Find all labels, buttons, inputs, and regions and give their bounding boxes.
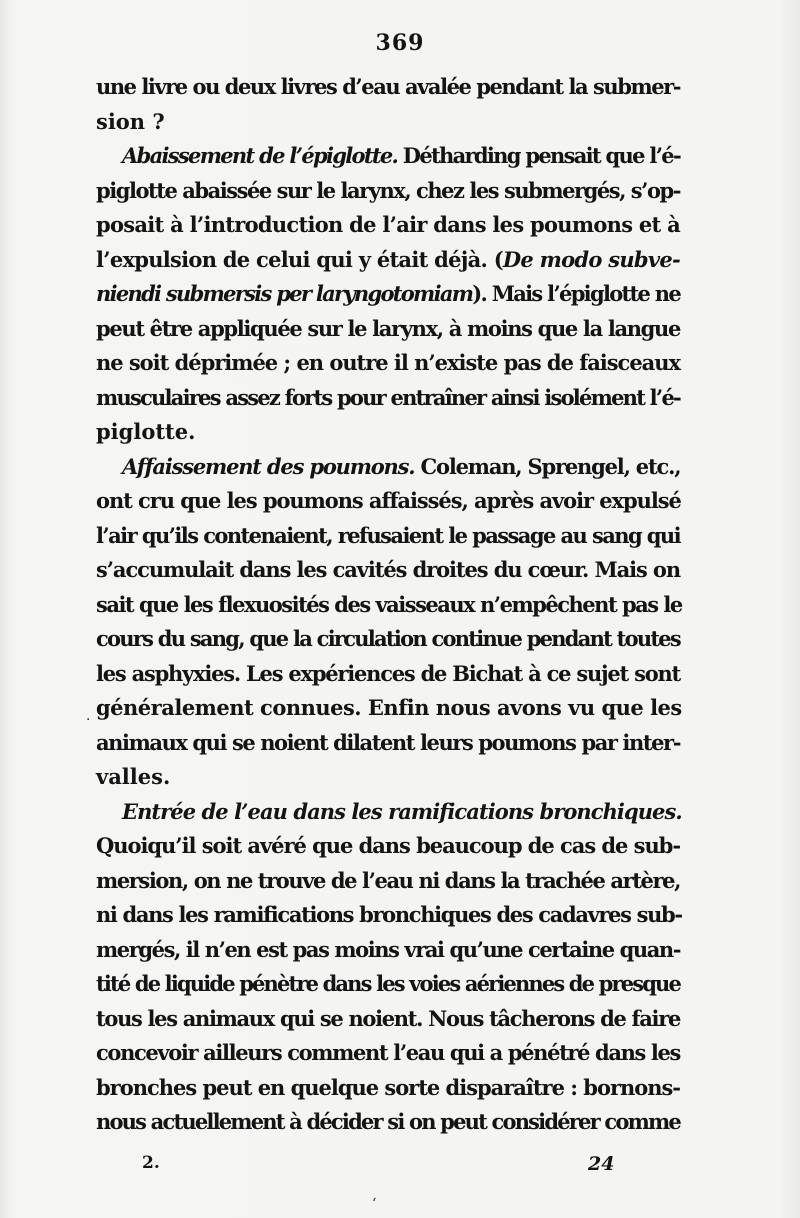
- text-line: généralement connues. Enfin nous avons vu que les: [96, 695, 682, 720]
- page-number: 369: [375, 30, 425, 56]
- text-line: tité de liquide pénètre dans les voies aériennes de presque: [96, 971, 680, 996]
- text-line: valles.: [96, 764, 171, 789]
- text-line: l’air qu’ils contenaient, refusaient le passage au sang qui: [96, 522, 681, 548]
- text-line: ne soit déprimée ; en outre il n’existe pas de faisceaux: [96, 350, 680, 375]
- text-line: une livre ou deux livres d’eau avalée pendant la submer-: [96, 74, 681, 99]
- text-line: animaux qui se noient dilatent leurs poumons par inter-: [96, 729, 680, 755]
- text-line: Abaissement de l’épiglotte. Détharding pensait que l’é-: [122, 143, 681, 168]
- text-line: nous actuellement à décider si on peut considérer comme: [96, 1109, 680, 1134]
- text-line: mersion, on ne trouve de l’eau ni dans la trachée artère,: [96, 867, 681, 893]
- section-heading: Abaissement de l’épiglotte.: [122, 143, 398, 168]
- text-line: piglotte abaissée sur le larynx, chez les submergés, s’op-: [96, 177, 680, 203]
- text-line: concevoir ailleurs comment l’eau qui a pénétré dans les: [96, 1040, 681, 1065]
- text-line: s’accumulait dans les cavités droites du cœur. Mais on: [96, 557, 681, 582]
- text-line: peut être appliquée sur le larynx, à moins que la langue: [96, 315, 680, 341]
- text-line: Affaissement des poumons. Coleman, Sprengel, etc.,: [122, 453, 681, 479]
- text-line: les asphyxies. Les expériences de Bichat à ce sujet sont: [96, 660, 680, 686]
- latin-title: De modo subve-: [502, 246, 680, 272]
- text-line: sion ?: [96, 108, 165, 134]
- text-line: posait à l’introduction de l’air dans les poumons et à: [96, 212, 681, 237]
- text-line: cours du sang, que la circulation continue pendant toutes: [96, 626, 680, 651]
- text-line: ont cru que les poumons affaissés, après avoir expulsé: [96, 488, 681, 513]
- latin-title: niendi submersis per laryngotomiam: [96, 281, 473, 306]
- text-line: bronches peut en quelque sorte disparaître : bornons-: [96, 1074, 680, 1100]
- ink-speck: ·: [86, 712, 91, 728]
- section-heading: Entrée de l’eau dans les ramifications bronchiques.: [122, 798, 682, 824]
- text-line: tous les animaux qui se noient. Nous tâcherons de faire: [96, 1005, 681, 1031]
- text-line: musculaires assez forts pour entraîner ainsi isolément l’é-: [96, 384, 680, 410]
- ink-speck: ʻ: [372, 1196, 377, 1212]
- signature-mark: 2.: [142, 1153, 160, 1173]
- section-heading: Affaissement des poumons.: [122, 453, 415, 479]
- folio-number: 24: [588, 1153, 615, 1175]
- text-line: piglotte.: [96, 419, 196, 444]
- body-text: [96, 70, 680, 1140]
- text-line: [96, 795, 680, 830]
- text-line: mergés, il n’en est pas moins vrai qu’une certaine quan-: [96, 936, 681, 962]
- text-line: sait que les flexuosités des vaisseaux n’empêchent pas le: [96, 591, 682, 617]
- text-line: Quoiqu’il soit avéré que dans beaucoup de cas de sub-: [96, 833, 681, 858]
- text-line: l’expulsion de celui qui y était déjà. (De modo subve-: [96, 246, 680, 272]
- text-line: niendi submersis per laryngotomiam). Mais l’épiglotte ne: [96, 281, 681, 306]
- text-line: ni dans les ramifications bronchiques des cadavres sub-: [96, 902, 682, 927]
